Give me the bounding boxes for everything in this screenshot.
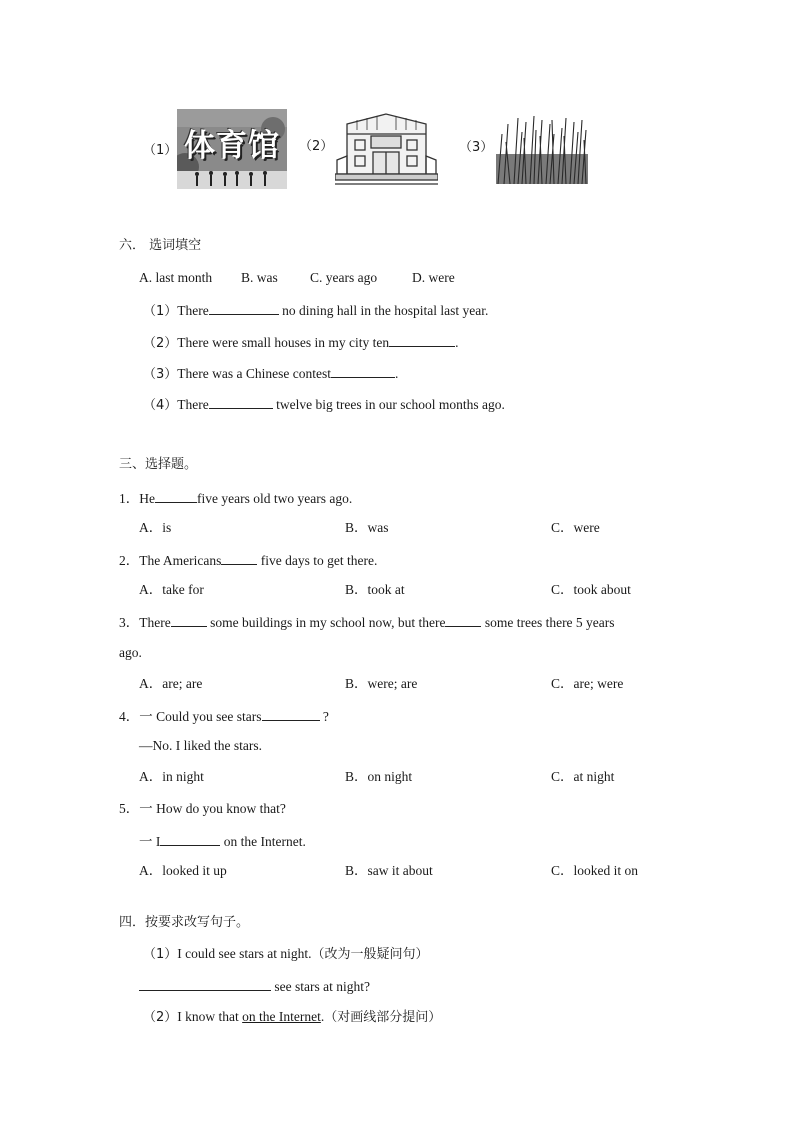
answer-blank[interactable]	[331, 365, 395, 378]
s4-item-1-answer-line: see stars at night?	[139, 978, 370, 994]
option-b: B. was	[241, 270, 278, 285]
answer-blank[interactable]	[139, 978, 271, 991]
answer-blank[interactable]	[221, 552, 257, 565]
answer-blank[interactable]	[262, 708, 320, 721]
picture-label-2: （2）	[299, 139, 334, 154]
canteen-building-image	[335, 110, 438, 188]
gym-sign-text: 体育馆	[184, 128, 280, 164]
answer-blank[interactable]	[155, 490, 197, 503]
q3-option-a[interactable]: A．are; are	[139, 676, 203, 691]
section-3-title: 三、选择题。	[119, 457, 198, 472]
picture-label-1: （1）	[143, 143, 178, 158]
answer-blank[interactable]	[171, 614, 207, 627]
answer-blank[interactable]	[445, 614, 481, 627]
s6-item-3: （3）There was a Chinese contest .	[143, 366, 399, 382]
q3-option-b[interactable]: B．were; are	[345, 676, 418, 691]
q2-option-b[interactable]: B．took at	[345, 582, 405, 597]
q4-option-c[interactable]: C．at night	[551, 769, 615, 784]
question-5-reply: 一 I on the Internet.	[139, 834, 306, 849]
option-c: C. years ago	[310, 270, 378, 285]
answer-blank[interactable]	[160, 833, 220, 846]
question-5: 5．一 How do you know that?	[119, 801, 286, 816]
section-4-title: 四．按要求改写句子。	[119, 915, 250, 930]
s4-item-1: （1）I could see stars at night.（改为一般疑问句）	[143, 946, 429, 962]
q2-option-c[interactable]: C．took about	[551, 582, 631, 597]
q1-option-c[interactable]: C．were	[551, 520, 600, 535]
option-d: D. were	[412, 270, 455, 285]
question-1: 1．He five years old two years ago.	[119, 491, 353, 506]
grass-image	[496, 114, 588, 184]
answer-blank[interactable]	[389, 334, 455, 347]
picture-label-3: （3）	[459, 140, 494, 155]
answer-blank[interactable]	[209, 302, 279, 315]
q5-option-b[interactable]: B．saw it about	[345, 863, 433, 878]
answer-blank[interactable]	[209, 396, 273, 409]
question-4-reply: —No. I liked the stars.	[139, 738, 262, 753]
underlined-phrase: on the Internet	[242, 1009, 321, 1024]
option-a: A. last month	[139, 270, 213, 285]
question-4: 4．一 Could you see stars ?	[119, 709, 329, 724]
q1-option-b[interactable]: B．was	[345, 520, 389, 535]
q3-option-c[interactable]: C．are; were	[551, 676, 624, 691]
question-3: 3．There some buildings in my school now, but there some trees there 5 years	[119, 615, 615, 630]
q5-option-a[interactable]: A．looked it up	[139, 863, 227, 878]
s4-item-2: （2）I know that on the Internet.（对画线部分提问）	[143, 1009, 442, 1025]
question-2: 2．The Americans five days to get there.	[119, 553, 378, 568]
s6-item-4: （4）There twelve big trees in our school months ago.	[143, 397, 505, 413]
s6-item-1: （1）There no dining hall in the hospital last year.	[143, 303, 489, 319]
question-3-continuation: ago.	[119, 645, 142, 660]
q4-option-a[interactable]: A．in night	[139, 769, 204, 784]
q5-option-c[interactable]: C．looked it on	[551, 863, 638, 878]
s6-item-2: （2）There were small houses in my city ten .	[143, 335, 459, 351]
gym-sign-image	[177, 109, 287, 189]
q4-option-b[interactable]: B．on night	[345, 769, 413, 784]
section-6-title: 六． 选词填空	[119, 238, 202, 253]
q1-option-a[interactable]: A．is	[139, 520, 172, 535]
q2-option-a[interactable]: A．take for	[139, 582, 204, 597]
